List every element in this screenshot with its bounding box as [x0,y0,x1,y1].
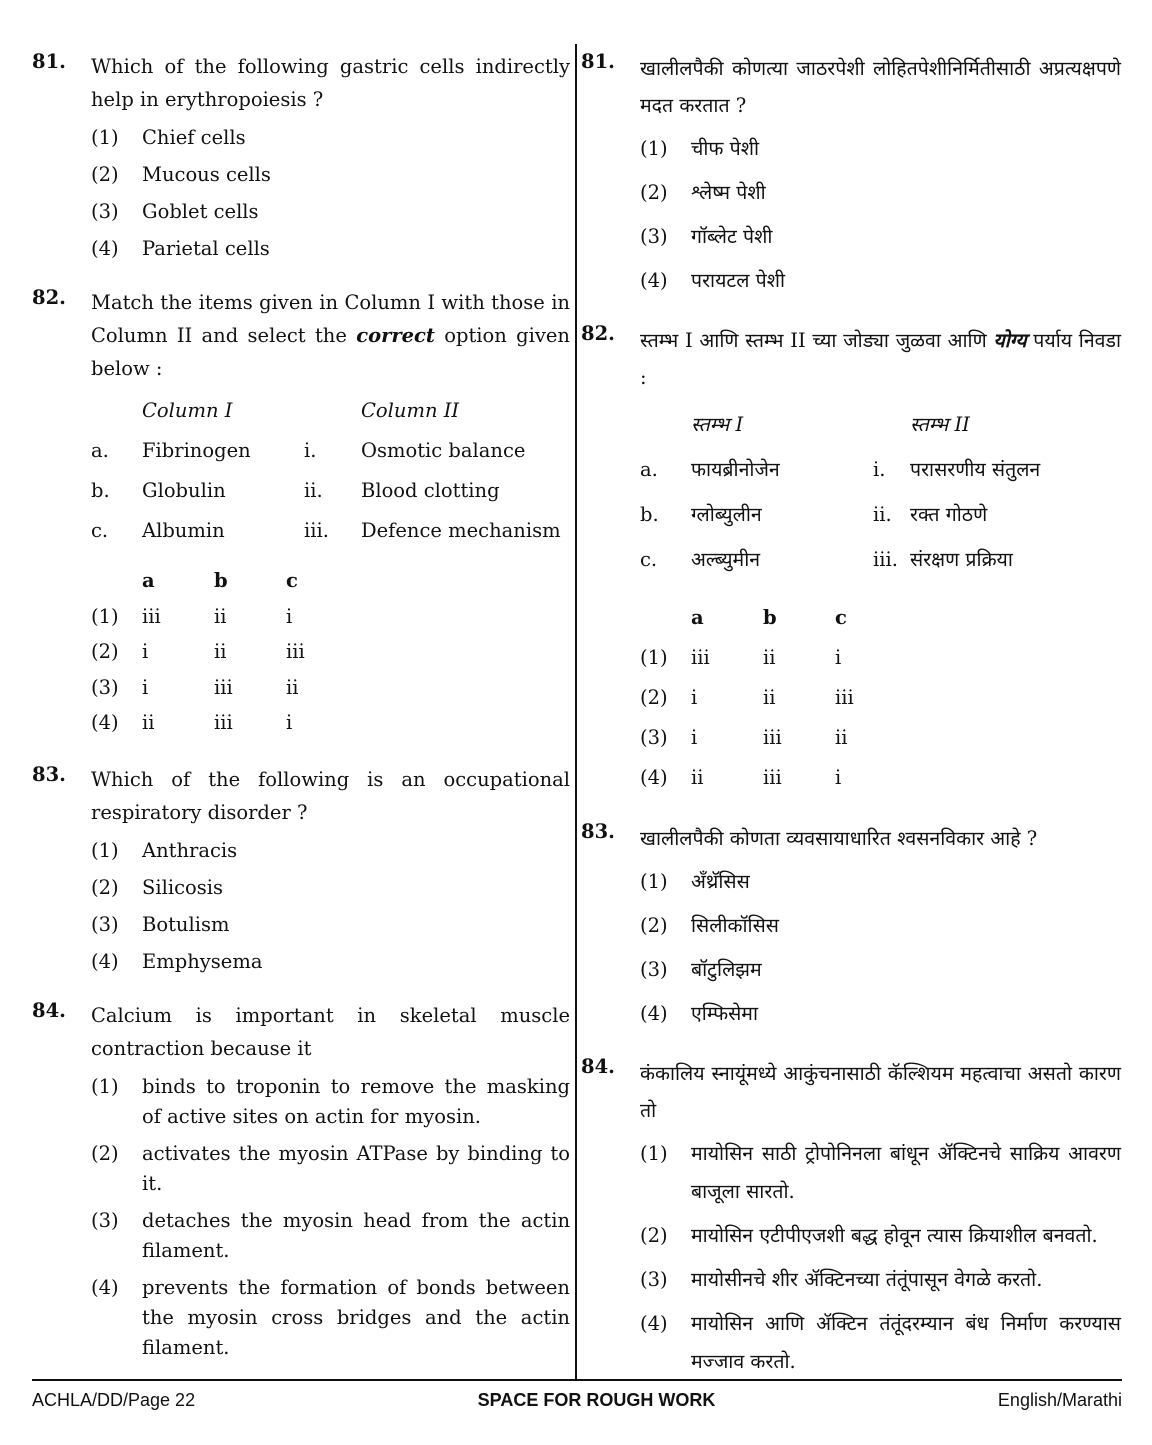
answer-grid: a b c (1) iii ii i (2) i ii iii (3) i iii ii (4) ii iii i [640,598,1121,798]
question-stem: Which of the following is an occupational respiratory disorder ? [91,767,570,824]
question-number: 84. [32,998,66,1022]
question-82-en [32,286,570,741]
match-row: b. ग्लोब्युलीन ii. रक्त गोठणे [640,503,988,526]
option: (1) Anthracis [91,838,238,862]
question-84-en [32,999,570,1363]
option: (3) गॉब्लेट पेशी [640,225,773,248]
option [91,234,570,264]
option: (2) activates the myosin ATPase by binding to it. [91,1141,570,1195]
question-number: 82. [32,286,66,309]
option-text: Mucous cells [142,163,271,186]
answer-option: (4) ii iii i [640,766,842,789]
language-label: English/Marathi [997,1390,1122,1410]
column-1-header: Column I [142,399,233,422]
question-number: 81. [32,50,66,73]
answer-option: (1) iii ii i [91,604,293,628]
option-text: Parietal cells [142,237,270,260]
option-text: Chief cells [142,126,246,149]
question-82-mr [581,322,1121,798]
option: (2) श्लेष्म पेशी [640,181,766,204]
answer-option: (3) i iii ii [640,726,848,749]
question-83-mr [581,820,1121,1033]
option: (2) मायोसिन एटीपीएजशी बद्ध होवून त्यास क्रियाशील बनवतो. [640,1224,1098,1247]
option-number: (4) [91,237,119,260]
option: (1) चीफ पेशी [640,137,760,160]
answer-option: (2) i ii iii [640,686,854,709]
option: (2) Silicosis [91,875,223,899]
english-column [32,50,570,1385]
question-81-en [32,50,570,264]
match-row: c. Albumin iii. Defence mechanism [91,519,561,542]
option: (4) एम्फिसेमा [640,1002,759,1025]
option-number: (1) [91,126,119,149]
match-row: a. फायब्रीनोजेन i. परासरणीय संतुलन [640,458,1041,481]
column-1-header: स्तम्भ I [691,413,744,436]
match-row: a. Fibrinogen i. Osmotic balance [91,439,526,462]
option: (3) मायोसीनचे शीर ॲक्टिनच्या तंतूंपासून वेगळे करतो. [640,1268,1043,1291]
answer-option: (3) i iii ii [91,675,299,699]
option: (2) सिलीकॉसिस [640,914,779,937]
footer-rule [32,1379,1122,1381]
option: (1) binds to troponin to remove the masking of active sites on actin for myosin. [91,1074,570,1128]
question-stem: खालीलपैकी कोणता व्यवसायाधारित श्वसनविकार आहे ? [640,827,1038,850]
question-number: 81. [581,50,615,73]
match-table [640,402,1121,582]
option [91,123,570,153]
page-footer [32,1390,1122,1411]
option-text: Goblet cells [142,200,259,223]
answer-option: (2) i ii iii [91,640,305,663]
question-83-en [32,763,570,977]
question-stem: Match the items given in Column I with those in Column II and select the correct option given below : [91,291,570,380]
match-row: b. Globulin ii. Blood clotting [91,479,500,502]
column-2-header: Column II [361,399,460,422]
answer-option: (1) iii ii i [640,646,842,669]
option: (1) अँथ्रॅसिस [640,870,750,893]
column-divider [575,44,577,1379]
answer-grid: a b c (1) iii ii i (2) i ii iii (3) i iii ii (4) ii iii i [91,563,570,741]
question-stem: स्तम्भ I आणि स्तम्भ II च्या जोड्या जुळवा आणि योग्य पर्याय निवडा : [640,329,1121,389]
question-number: 84. [581,1055,615,1078]
question-81-mr [581,50,1121,300]
question-number: 83. [32,762,66,786]
option: (3) Botulism [91,912,230,936]
question-stem: कंकालिय स्नायूंमध्ये आकुंचनासाठी कॅल्शियम महत्वाचा असतो कारण तो [640,1062,1121,1122]
option-number: (2) [91,163,119,186]
match-row: c. अल्ब्युमीन iii. संरक्षण प्रक्रिया [640,548,1013,571]
question-stem: खालीलपैकी कोणत्या जाठरपेशी लोहितपेशीनिर्मितीसाठी अप्रत्यक्षपणे मदत करतात ? [640,57,1121,117]
question-stem: Which of the following gastric cells indirectly help in erythropoiesis ? [91,55,570,111]
option: (4) परायटल पेशी [640,269,786,292]
option: (4) मायोसिन आणि ॲक्टिन तंतूंदरम्यान बंध निर्माण करण्यास मज्जाव करतो. [640,1312,1121,1373]
marathi-column [581,50,1121,1403]
question-stem: Calcium is important in skeletal muscle contraction because it [91,1003,570,1060]
emphasis-correct: योग्य [993,329,1027,352]
answer-option: (4) ii iii i [91,711,293,734]
rough-work-label: SPACE FOR ROUGH WORK [477,1390,716,1410]
emphasis-correct: correct [356,324,435,347]
option [91,197,570,227]
question-number: 82. [581,322,615,345]
match-table [91,391,570,551]
question-84-mr [581,1055,1121,1381]
page-id: ACHLA/DD/Page 22 [32,1390,196,1410]
option: (1) मायोसिन साठी ट्रोपोनिनला बांधून ॲक्टिनचे साक्रिय आवरण बाजूला सारतो. [640,1142,1121,1203]
option: (4) Emphysema [91,949,263,973]
option: (3) detaches the myosin head from the actin filament. [91,1208,570,1262]
option: (4) prevents the formation of bonds between the myosin cross bridges and the actin filament. [91,1275,570,1359]
column-2-header: स्तम्भ II [910,413,970,436]
option [91,160,570,190]
question-number: 83. [581,820,615,843]
option: (3) बॉटुलिझम [640,958,762,981]
option-number: (3) [91,200,119,223]
